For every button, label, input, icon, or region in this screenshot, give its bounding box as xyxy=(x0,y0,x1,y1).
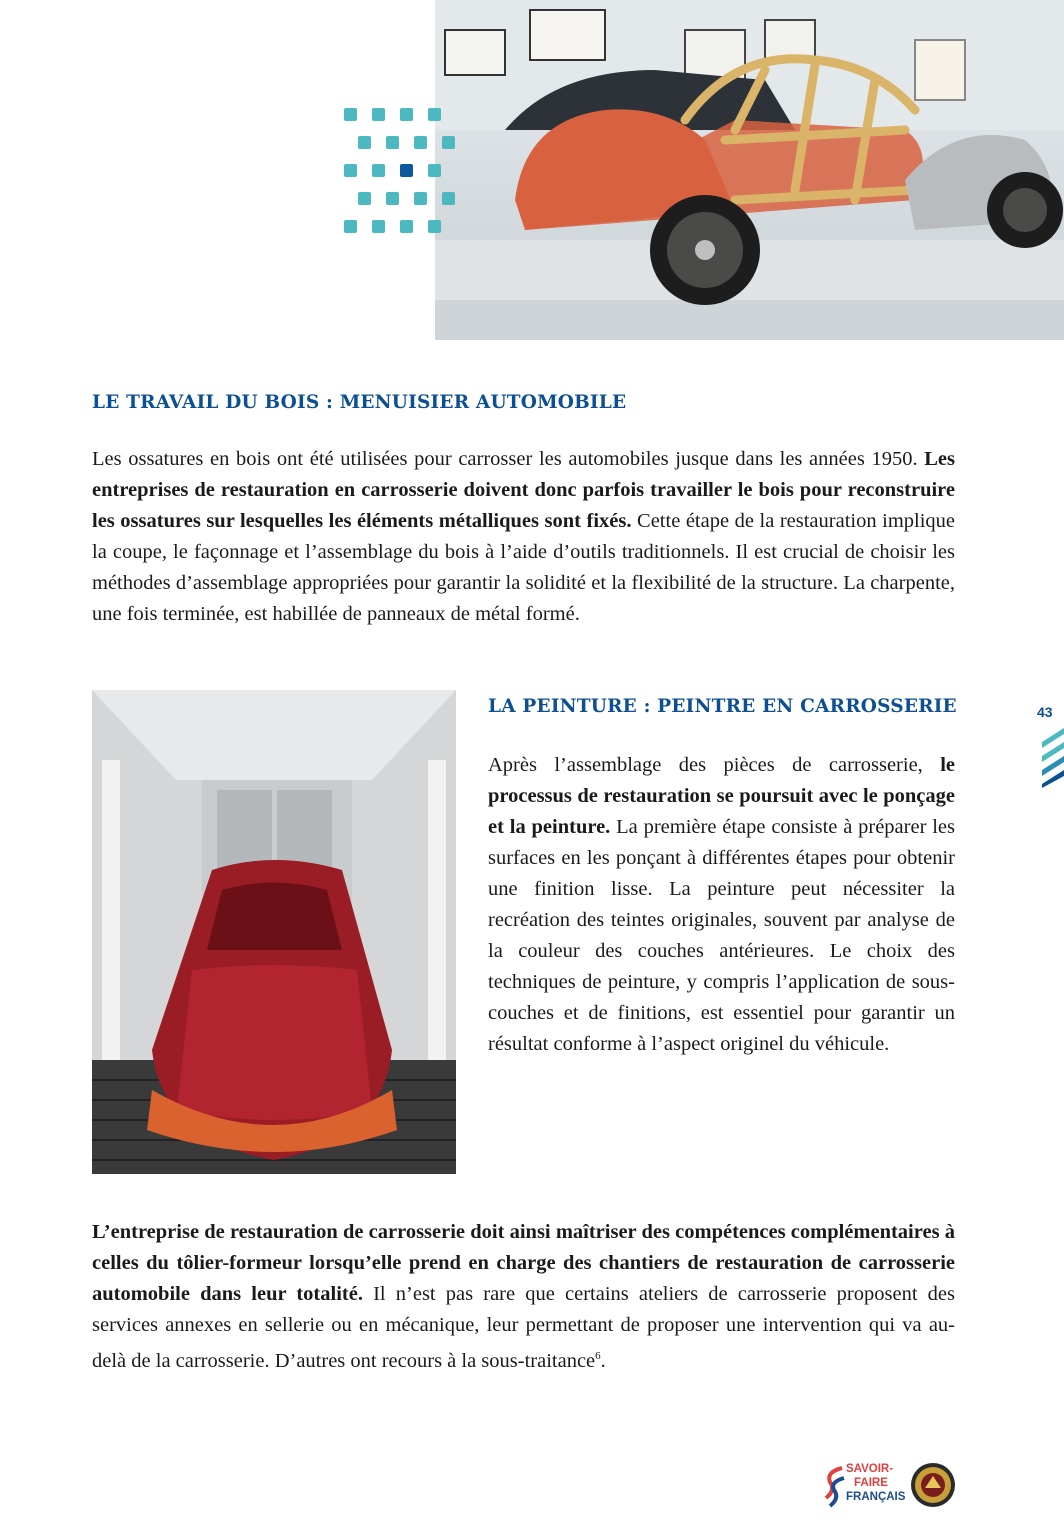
wood-paragraph-bold: Les entreprises de restauration en carrosserie doivent donc parfois travailler le bois pour reconstruire les ossatures sur lesquelles les éléments métalliques sont fixés. xyxy=(92,448,955,532)
paint-paragraph xyxy=(488,750,955,1060)
paint-paragraph-bold: le processus de restauration se poursuit avec le ponçage et la peinture. xyxy=(488,754,955,838)
wood-frame-car-photo xyxy=(435,0,1064,340)
logo-line-3: FRANÇAIS xyxy=(846,1491,906,1503)
sff-swirl-icon xyxy=(822,1464,848,1510)
wood-paragraph-intro: Les ossatures en bois ont été utilisées pour carrosser les automobiles jusque dans les années 1950. xyxy=(92,448,925,470)
footnote-marker: 6 xyxy=(595,1350,601,1362)
conclusion-paragraph xyxy=(92,1217,955,1377)
conclusion-bold: L’entreprise de restauration de carrosserie doit ainsi maîtriser des compétences complémentaires à celles du tôlier-formeur lorsqu’elle prend en charge des chantiers de restauration de carrosserie automobile dans leur totalité. xyxy=(92,1221,955,1305)
section-heading-paint: LA PEINTURE : PEINTRE EN CARROSSERIE xyxy=(488,696,957,717)
logo-line-2: FAIRE xyxy=(854,1477,888,1489)
wood-paragraph-rest: Cette étape de la restauration implique la coupe, le façonnage et l’assemblage du bois à l’aide d’outils traditionnels. Il est crucial de choisir les méthodes d’assemblage appropriées pour garantir la solidité et la flexibilité de la structure. La charpente, une fois terminée, est habillée de panneaux de métal formé. xyxy=(92,510,956,625)
paint-paragraph-intro: Après l’assemblage des pièces de carrosserie, xyxy=(488,754,941,776)
official-seal-icon xyxy=(910,1462,956,1508)
conclusion-rest: Il n’est pas rare que certains ateliers de carrosserie proposent des services annexes en sellerie ou en mécanique, leur permettant de proposer une intervention qui va au-delà de la carrosserie. D’autres ont recours à la sous-traitance xyxy=(92,1283,955,1372)
paint-booth-photo xyxy=(92,690,456,1174)
wood-paragraph xyxy=(92,444,955,630)
paint-booth-illustration xyxy=(92,690,456,1174)
paint-paragraph-rest: La première étape consiste à préparer les surfaces en les ponçant à différentes étapes pour obtenir une finition lisse. La peinture peut nécessiter la recréation des teintes originales, souvent par analyse de la couleur des couches antérieures. Le choix des techniques de peinture, y compris l’application de sous-couches et de finitions, est essentiel pour garantir un résultat conforme à l’aspect originel du véhicule. xyxy=(488,816,955,1055)
page-number: 43 xyxy=(1037,704,1053,720)
savoir-faire-logo xyxy=(822,1462,906,1510)
car-illustration xyxy=(435,0,1064,340)
logo-line-1: SAVOIR- xyxy=(846,1463,894,1475)
chevron-decoration-icon xyxy=(1040,728,1064,788)
conclusion-end: . xyxy=(600,1349,606,1372)
section-heading-wood: LE TRAVAIL DU BOIS : MENUISIER AUTOMOBILE xyxy=(92,392,627,413)
